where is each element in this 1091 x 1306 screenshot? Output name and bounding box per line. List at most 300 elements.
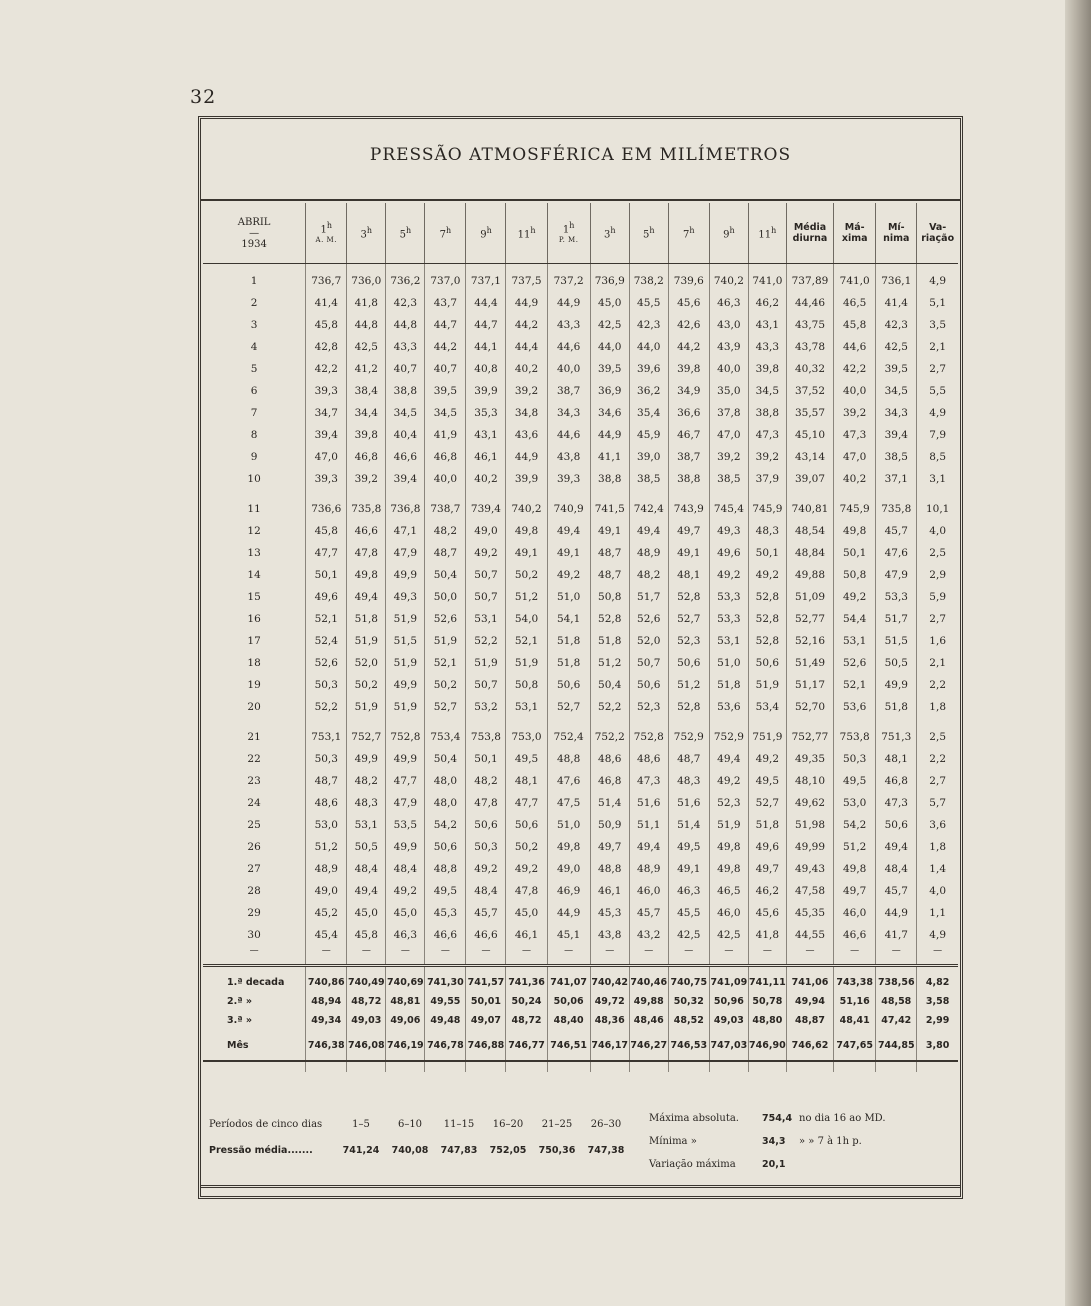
value-cell: 51,9 [466,652,506,674]
table-row [203,468,958,490]
value-cell: 752,7 [347,726,386,748]
value-cell: 34,4 [347,402,386,424]
value-cell: 45,0 [590,292,629,314]
value-cell: 52,0 [629,630,668,652]
value-cell: 50,0 [425,586,466,608]
spacer-cell [709,490,748,498]
value-cell: 736,9 [590,264,629,293]
dash-cell: — [876,946,917,966]
header-hour-unit: h [729,226,735,236]
table-row [203,292,958,314]
value-cell: 52,16 [786,630,833,652]
dash-cell: — [425,946,466,966]
value-cell: 50,7 [466,674,506,696]
header-dash: — [249,227,260,239]
header-hour-value: 11 [517,229,531,241]
value-cell: 47,9 [876,564,917,586]
table-row [203,836,958,858]
value-cell: 49,6 [709,542,748,564]
value-cell: 46,6 [386,446,425,468]
value-cell: 48,1 [668,564,709,586]
value-cell: 38,7 [547,380,590,402]
value-cell: 740,2 [506,498,547,520]
dash-cell: — [834,946,876,966]
value-cell: 43,7 [425,292,466,314]
spacer-cell [748,1061,786,1072]
spacer-cell [386,1061,425,1072]
header-hour-unit: h [771,226,777,236]
value-cell: 34,5 [748,380,786,402]
value-cell: 49,9 [386,836,425,858]
value-cell: 51,9 [386,696,425,718]
decade-label: 2.ª » [203,992,306,1011]
value-cell: 43,2 [629,924,668,946]
value-cell: 44,6 [547,336,590,358]
header-minima-line: nima [883,233,910,244]
value-cell: 49,35 [786,748,833,770]
decade-value: 48,80 [748,1011,786,1030]
value-cell: 52,2 [466,630,506,652]
decade-value: 48,58 [876,992,917,1011]
value-cell: 51,9 [425,630,466,652]
spacer-cell [834,718,876,726]
value-cell: 753,4 [425,726,466,748]
page-edge [1065,0,1091,1306]
value-cell: 38,7 [668,446,709,468]
value-cell: 45,3 [590,902,629,924]
day-cell: 29 [203,902,306,924]
day-cell: 11 [203,498,306,520]
value-cell: 54,2 [834,814,876,836]
spacer-cell [786,718,833,726]
value-cell: 48,4 [466,880,506,902]
value-cell: 40,32 [786,358,833,380]
spacer-cell [917,1061,958,1072]
min-absolute-detail: » » 7 à 1h p. [799,1136,862,1147]
day-cell: 22 [203,748,306,770]
table-row [203,748,958,770]
value-cell: 752,77 [786,726,833,748]
value-cell: 745,9 [834,498,876,520]
value-cell: 36,9 [590,380,629,402]
value-cell: 45,4 [306,924,347,946]
value-cell: 48,10 [786,770,833,792]
value-cell: 10,1 [925,503,950,515]
value-cell: 45,0 [347,902,386,924]
value-cell: 44,9 [506,446,547,468]
dash-cell: — [306,946,347,966]
value-cell: 48,7 [590,564,629,586]
value-cell: 51,2 [834,836,876,858]
value-cell: 50,9 [590,814,629,836]
value-cell: 43,3 [386,336,425,358]
header-hour-9 [668,203,709,264]
value-cell: 44,46 [786,292,833,314]
value-cell: 53,1 [709,630,748,652]
month-value: 746,53 [668,1030,709,1061]
decade-value: 740,49 [347,973,386,992]
month-value: 747,03 [709,1030,748,1061]
header-hour-0 [306,203,347,264]
value-cell: 742,4 [629,498,668,520]
day-cell: 21 [203,726,306,748]
month-value: 746,51 [547,1030,590,1061]
value-cell: 41,4 [306,292,347,314]
value-cell: 740,81 [786,498,833,520]
value-cell: 51,8 [547,630,590,652]
value-cell: 49,4 [547,520,590,542]
spacer-cell [386,490,425,498]
value-cell: 53,1 [347,814,386,836]
value-cell: 48,8 [590,858,629,880]
decade-value: 2,99 [925,1015,950,1026]
value-cell: 48,54 [786,520,833,542]
value-cell: 45,8 [306,520,347,542]
value-cell: 35,3 [466,402,506,424]
decade-value: 738,56 [876,973,917,992]
value-cell: 49,2 [709,564,748,586]
value-cell: 1,1 [929,907,946,919]
value-cell: 50,8 [834,564,876,586]
value-cell: 41,8 [748,924,786,946]
value-cell: 37,8 [709,402,748,424]
value-cell: 752,8 [629,726,668,748]
value-cell: 752,2 [590,726,629,748]
table-row [203,696,958,718]
spacer-cell [876,966,917,974]
value-cell: 39,5 [876,358,917,380]
value-cell: 42,2 [306,358,347,380]
header-hour-unit: h [649,226,655,236]
period-pressure: 747,83 [440,1145,478,1156]
value-cell: 52,1 [834,674,876,696]
value-cell: 51,9 [386,652,425,674]
value-cell: 751,3 [876,726,917,748]
value-cell: 43,14 [786,446,833,468]
value-cell: 46,5 [709,880,748,902]
value-cell: 45,8 [306,314,347,336]
value-cell: 47,8 [506,880,547,902]
period-range: 6–10 [397,1119,423,1130]
value-cell: 741,5 [590,498,629,520]
day-cell: 10 [203,468,306,490]
value-cell: 45,7 [629,902,668,924]
spacer-cell [466,490,506,498]
value-cell: 739,6 [668,264,709,293]
value-cell: 51,98 [786,814,833,836]
value-cell: 48,7 [590,542,629,564]
value-cell: 39,3 [306,380,347,402]
spacer-cell [466,1061,506,1072]
spacer-cell [506,490,547,498]
value-cell: 50,1 [466,748,506,770]
value-cell: 53,6 [709,696,748,718]
value-cell: 52,8 [748,630,786,652]
value-cell: 46,8 [590,770,629,792]
spacer-cell [668,1061,709,1072]
decade-value: 740,42 [590,973,629,992]
value-cell: 50,6 [547,674,590,696]
value-cell: 46,0 [629,880,668,902]
value-cell: 50,6 [466,814,506,836]
value-cell: 53,4 [748,696,786,718]
value-cell: 52,6 [834,652,876,674]
period-range: 16–20 [492,1119,524,1130]
page-number: 32 [190,86,217,108]
value-cell: 52,77 [786,608,833,630]
period-range: 26–30 [590,1119,622,1130]
value-cell: 40,0 [834,380,876,402]
value-cell: 49,5 [506,748,547,770]
spacer-cell [834,490,876,498]
value-cell: 53,1 [506,696,547,718]
value-cell: 50,3 [834,748,876,770]
decade-value: 741,07 [547,973,590,992]
value-cell: 49,9 [386,674,425,696]
value-cell: 52,8 [590,608,629,630]
header-hour-unit: h [689,226,695,236]
header-hour-period: P. M. [558,236,579,245]
value-cell: 49,5 [668,836,709,858]
value-cell: 45,7 [876,520,917,542]
value-cell: 53,6 [834,696,876,718]
spacer-cell [306,490,347,498]
table-row [203,336,958,358]
value-cell: 1,8 [929,841,946,853]
day-cell: 28 [203,880,306,902]
value-cell: 50,2 [347,674,386,696]
value-cell: 745,4 [709,498,748,520]
dash-cell: — [933,946,943,956]
value-cell: 51,5 [386,630,425,652]
table-row [203,902,958,924]
value-cell: 51,6 [629,792,668,814]
day-cell: 3 [203,314,306,336]
value-cell: 51,0 [547,586,590,608]
spacer-cell [917,718,958,726]
value-cell: 43,9 [709,336,748,358]
value-cell: 44,8 [386,314,425,336]
value-cell: 44,55 [786,924,833,946]
spacer-cell [386,966,425,974]
value-cell: 52,6 [306,652,347,674]
spacer-cell [590,490,629,498]
day-cell: 4 [203,336,306,358]
spacer-cell [629,1061,668,1072]
value-cell: 737,2 [547,264,590,293]
max-variation-label: Variação máxima [649,1159,736,1170]
dash-cell: — [203,946,306,966]
value-cell: 48,4 [876,858,917,880]
value-cell: 39,3 [547,468,590,490]
value-cell: 42,5 [709,924,748,946]
spacer-cell [306,718,347,726]
value-cell: 52,8 [748,608,786,630]
dash-cell: — [547,946,590,966]
value-cell: 44,9 [547,902,590,924]
value-cell: 42,2 [834,358,876,380]
value-cell: 48,3 [347,792,386,814]
value-cell: 2,5 [929,731,946,743]
decade-value: 49,03 [347,1011,386,1030]
value-cell: 37,52 [786,380,833,402]
table-frame [198,116,963,1199]
value-cell: 47,3 [748,424,786,446]
table-row [203,792,958,814]
value-cell: 45,1 [547,924,590,946]
value-cell: 51,9 [506,652,547,674]
value-cell: 49,43 [786,858,833,880]
decade-value: 741,36 [506,973,547,992]
value-cell: 44,0 [629,336,668,358]
value-cell: 39,5 [425,380,466,402]
value-cell: 47,9 [386,542,425,564]
header-minima [876,203,917,264]
decade-value: 49,34 [306,1011,347,1030]
spacer-cell [629,718,668,726]
value-cell: 741,0 [748,264,786,293]
value-cell: 49,1 [506,542,547,564]
value-cell: 45,35 [786,902,833,924]
value-cell: 52,7 [425,696,466,718]
value-cell: 49,3 [709,520,748,542]
month-value: 744,85 [876,1030,917,1061]
decade-value: 49,55 [425,992,466,1011]
value-cell: 39,8 [748,358,786,380]
decade-label: 3.ª » [203,1011,306,1030]
value-cell: 42,3 [386,292,425,314]
title-divider [201,199,960,201]
value-cell: 40,8 [466,358,506,380]
month-value: 746,08 [347,1030,386,1061]
value-cell: 735,8 [347,498,386,520]
value-cell: 47,8 [347,542,386,564]
value-cell: 2,1 [929,341,946,353]
value-cell: 39,6 [629,358,668,380]
value-cell: 3,6 [929,819,946,831]
value-cell: 49,2 [709,770,748,792]
value-cell: 53,0 [306,814,347,836]
decade-value: 740,75 [668,973,709,992]
value-cell: 4,0 [929,525,946,537]
value-cell: 2,1 [929,657,946,669]
value-cell: 38,8 [590,468,629,490]
value-cell: 51,6 [668,792,709,814]
value-cell: 52,7 [748,792,786,814]
value-cell: 42,5 [590,314,629,336]
value-cell: 39,8 [668,358,709,380]
table-row [203,402,958,424]
value-cell: 46,3 [709,292,748,314]
value-cell: 738,7 [425,498,466,520]
value-cell: 51,8 [590,630,629,652]
value-cell: 35,57 [786,402,833,424]
value-cell: 1,8 [929,701,946,713]
value-cell: 34,5 [425,402,466,424]
value-cell: 40,7 [425,358,466,380]
decade-value: 741,06 [786,973,833,992]
value-cell: 43,75 [786,314,833,336]
spacer-cell [506,1061,547,1072]
value-cell: 41,4 [876,292,917,314]
decade-value: 741,09 [709,973,748,992]
value-cell: 50,3 [306,748,347,770]
month-value: 746,62 [786,1030,833,1061]
value-cell: 52,70 [786,696,833,718]
value-cell: 45,6 [668,292,709,314]
value-cell: 49,9 [386,564,425,586]
value-cell: 53,1 [466,608,506,630]
spacer-cell [876,718,917,726]
value-cell: 39,5 [590,358,629,380]
value-cell: 43,8 [590,924,629,946]
value-cell: 49,8 [834,520,876,542]
value-cell: 49,8 [547,836,590,858]
value-cell: 752,9 [709,726,748,748]
header-media-line: diurna [792,233,828,244]
dash-cell: — [786,946,833,966]
day-cell: 13 [203,542,306,564]
decade-label: 1.ª decada [203,973,306,992]
header-hour-unit: h [405,226,412,236]
value-cell: 4,9 [929,929,946,941]
value-cell: 51,1 [629,814,668,836]
header-hour-unit: h [366,226,373,236]
value-cell: 740,9 [547,498,590,520]
value-cell: 54,0 [506,608,547,630]
value-cell: 48,6 [306,792,347,814]
pressure-mean-label: Pressão média....... [209,1145,313,1156]
value-cell: 48,3 [748,520,786,542]
decade-value: 741,30 [425,973,466,992]
max-variation-value: 20,1 [762,1159,786,1170]
decade-value: 49,72 [590,992,629,1011]
value-cell: 39,0 [629,446,668,468]
value-cell: 4,9 [929,407,946,419]
value-cell: 52,6 [425,608,466,630]
value-cell: 48,7 [425,542,466,564]
value-cell: 50,5 [347,836,386,858]
value-cell: 48,2 [466,770,506,792]
day-cell: 23 [203,770,306,792]
table-row [203,358,958,380]
value-cell: 53,3 [709,608,748,630]
summary-section [209,1109,954,1179]
value-cell: 51,2 [306,836,347,858]
spacer-cell [748,718,786,726]
value-cell: 51,9 [748,674,786,696]
value-cell: 46,9 [547,880,590,902]
value-cell: 46,0 [709,902,748,924]
value-cell: 2,5 [929,547,946,559]
value-cell: 45,6 [748,902,786,924]
value-cell: 50,7 [629,652,668,674]
decade-value: 740,86 [306,973,347,992]
spacer-cell [347,718,386,726]
value-cell: 49,1 [590,520,629,542]
value-cell: 53,5 [386,814,425,836]
header-hour-8 [629,203,668,264]
value-cell: 50,6 [668,652,709,674]
value-cell: 51,9 [386,608,425,630]
value-cell: 40,2 [506,358,547,380]
value-cell: 44,9 [876,902,917,924]
value-cell: 48,1 [876,748,917,770]
decade-value: 50,32 [668,992,709,1011]
table-row [203,608,958,630]
header-hour-unit: h [569,220,575,230]
value-cell: 42,6 [668,314,709,336]
